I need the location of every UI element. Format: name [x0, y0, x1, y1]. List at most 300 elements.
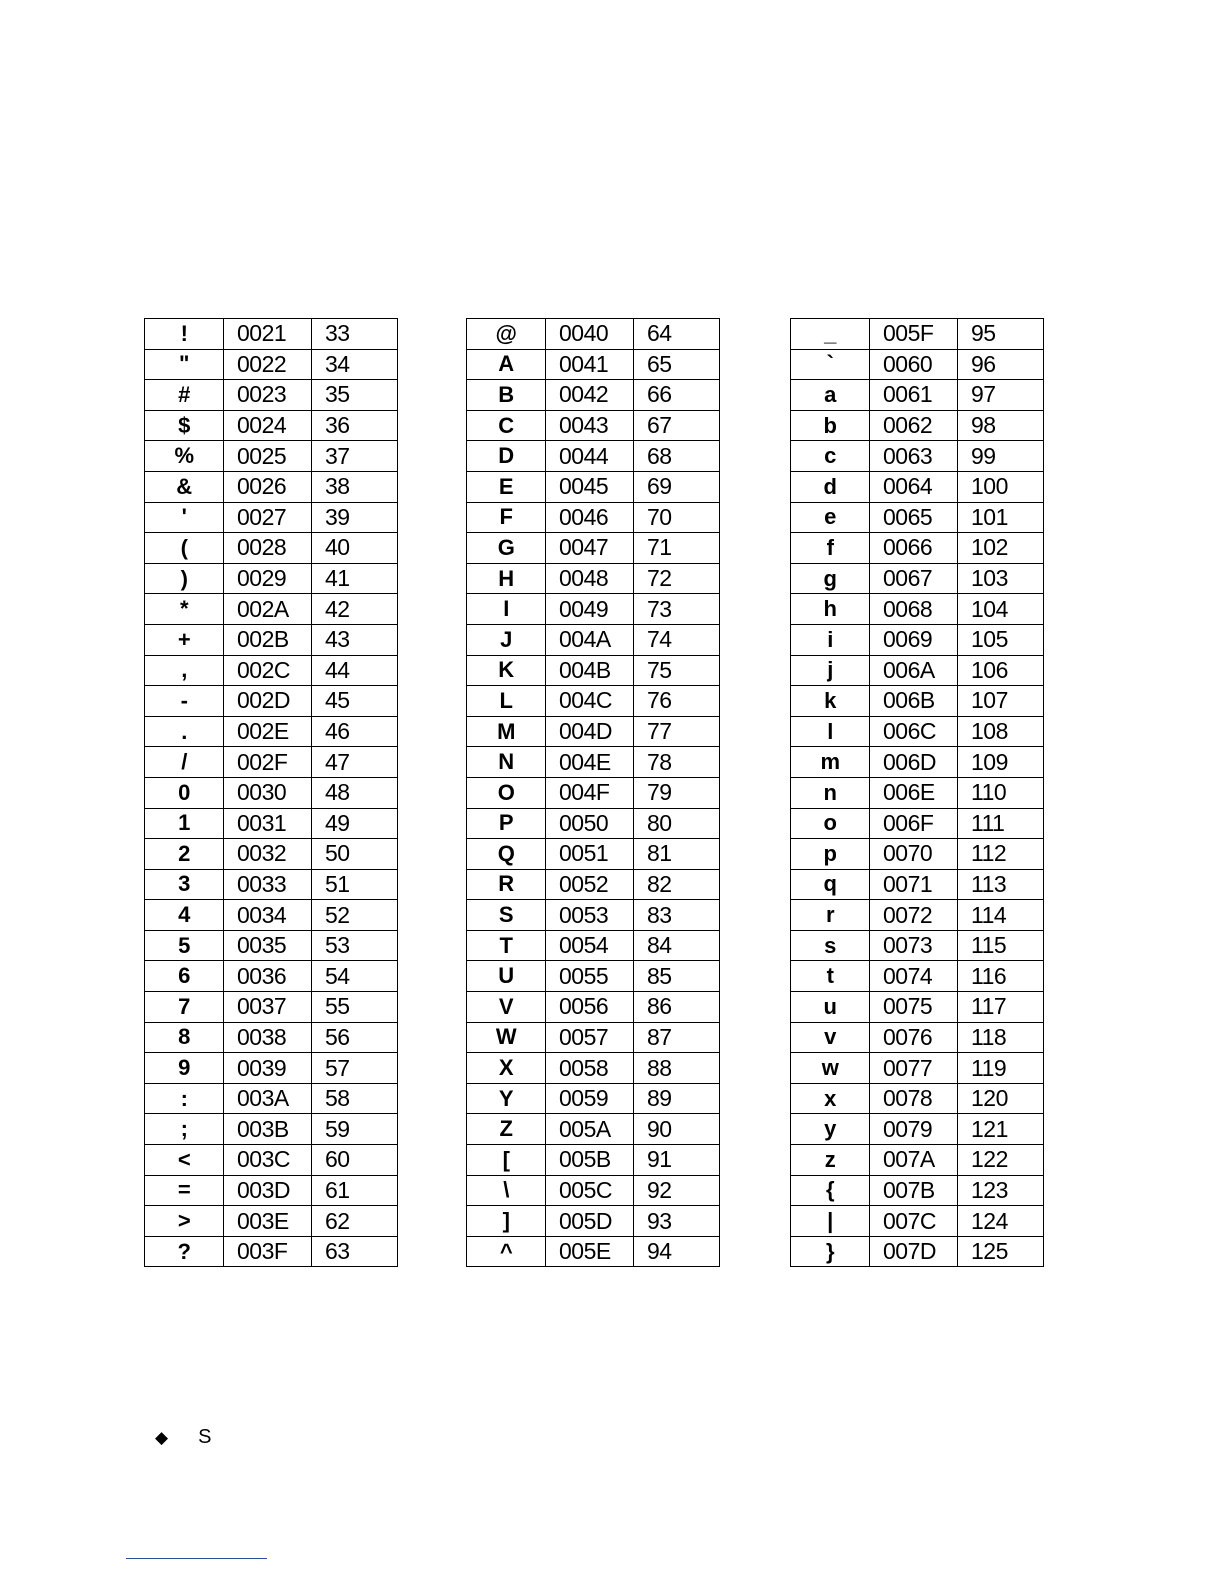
character-cell: ] — [467, 1206, 546, 1237]
decimal-code-cell: 112 — [958, 839, 1044, 870]
decimal-code-cell: 108 — [958, 716, 1044, 747]
decimal-code-cell: 116 — [958, 961, 1044, 992]
table-row — [791, 1206, 1044, 1237]
table-row — [467, 502, 720, 533]
hex-code-cell: 0047 — [546, 533, 634, 564]
hex-code-cell: 005A — [546, 1114, 634, 1145]
character-cell: | — [791, 1206, 870, 1237]
decimal-code-cell: 106 — [958, 655, 1044, 686]
hex-code-cell: 0064 — [870, 471, 958, 502]
hex-code-cell: 0027 — [224, 502, 312, 533]
hex-code-cell: 0053 — [546, 900, 634, 931]
decimal-code-cell: 105 — [958, 624, 1044, 655]
character-cell: J — [467, 624, 546, 655]
table-row — [467, 839, 720, 870]
decimal-code-cell: 84 — [634, 930, 720, 961]
decimal-code-cell: 100 — [958, 471, 1044, 502]
decimal-code-cell: 110 — [958, 777, 1044, 808]
character-cell: : — [145, 1083, 224, 1114]
character-cell: I — [467, 594, 546, 625]
footnote-separator — [126, 1558, 267, 1559]
decimal-code-cell: 79 — [634, 777, 720, 808]
table-row — [145, 1145, 398, 1176]
hex-code-cell: 006A — [870, 655, 958, 686]
hex-code-cell: 005E — [546, 1236, 634, 1267]
hex-code-cell: 0043 — [546, 410, 634, 441]
table-row — [467, 594, 720, 625]
table-row — [145, 380, 398, 411]
table-row — [791, 1114, 1044, 1145]
decimal-code-cell: 57 — [312, 1053, 398, 1084]
hex-code-cell: 002A — [224, 594, 312, 625]
decimal-code-cell: 76 — [634, 686, 720, 717]
decimal-code-cell: 69 — [634, 471, 720, 502]
table-row — [467, 1206, 720, 1237]
character-cell: c — [791, 441, 870, 472]
table-row — [791, 716, 1044, 747]
character-cell: [ — [467, 1145, 546, 1176]
hex-code-cell: 003B — [224, 1114, 312, 1145]
character-cell: z — [791, 1145, 870, 1176]
character-cell: ` — [791, 349, 870, 380]
character-cell: W — [467, 1022, 546, 1053]
hex-code-cell: 002E — [224, 716, 312, 747]
table-row — [145, 319, 398, 350]
hex-code-cell: 0065 — [870, 502, 958, 533]
table-row — [791, 533, 1044, 564]
hex-code-cell: 006E — [870, 777, 958, 808]
decimal-code-cell: 103 — [958, 563, 1044, 594]
character-cell: } — [791, 1236, 870, 1267]
table-row — [467, 716, 720, 747]
hex-code-cell: 002D — [224, 686, 312, 717]
hex-code-cell: 0066 — [870, 533, 958, 564]
table-row — [145, 900, 398, 931]
hex-code-cell: 0040 — [546, 319, 634, 350]
decimal-code-cell: 51 — [312, 869, 398, 900]
char-code-table-1 — [144, 318, 398, 1267]
table-row — [791, 624, 1044, 655]
character-cell: q — [791, 869, 870, 900]
character-cell: t — [791, 961, 870, 992]
hex-code-cell: 007D — [870, 1236, 958, 1267]
decimal-code-cell: 102 — [958, 533, 1044, 564]
decimal-code-cell: 35 — [312, 380, 398, 411]
table-row — [145, 808, 398, 839]
character-cell: K — [467, 655, 546, 686]
character-cell: m — [791, 747, 870, 778]
hex-code-cell: 0050 — [546, 808, 634, 839]
decimal-code-cell: 34 — [312, 349, 398, 380]
character-cell: N — [467, 747, 546, 778]
character-cell: l — [791, 716, 870, 747]
hex-code-cell: 0059 — [546, 1083, 634, 1114]
decimal-code-cell: 82 — [634, 869, 720, 900]
decimal-code-cell: 42 — [312, 594, 398, 625]
hex-code-cell: 005F — [870, 319, 958, 350]
decimal-code-cell: 117 — [958, 992, 1044, 1023]
decimal-code-cell: 114 — [958, 900, 1044, 931]
character-cell: ( — [145, 533, 224, 564]
character-cell: b — [791, 410, 870, 441]
hex-code-cell: 0038 — [224, 1022, 312, 1053]
table-row — [791, 349, 1044, 380]
decimal-code-cell: 67 — [634, 410, 720, 441]
decimal-code-cell: 73 — [634, 594, 720, 625]
table-row — [467, 1022, 720, 1053]
hex-code-cell: 0022 — [224, 349, 312, 380]
character-cell: h — [791, 594, 870, 625]
hex-code-cell: 003D — [224, 1175, 312, 1206]
character-cell: i — [791, 624, 870, 655]
hex-code-cell: 0048 — [546, 563, 634, 594]
table-row — [145, 1053, 398, 1084]
hex-code-cell: 0056 — [546, 992, 634, 1023]
table-row — [145, 716, 398, 747]
decimal-code-cell: 68 — [634, 441, 720, 472]
hex-code-cell: 0034 — [224, 900, 312, 931]
character-cell: , — [145, 655, 224, 686]
decimal-code-cell: 58 — [312, 1083, 398, 1114]
decimal-code-cell: 77 — [634, 716, 720, 747]
decimal-code-cell: 55 — [312, 992, 398, 1023]
hex-code-cell: 0045 — [546, 471, 634, 502]
table-row — [467, 747, 720, 778]
hex-code-cell: 004A — [546, 624, 634, 655]
table-row — [467, 441, 720, 472]
decimal-code-cell: 40 — [312, 533, 398, 564]
character-cell: ; — [145, 1114, 224, 1145]
table-row — [145, 930, 398, 961]
hex-code-cell: 006D — [870, 747, 958, 778]
hex-code-cell: 007A — [870, 1145, 958, 1176]
hex-code-cell: 0026 — [224, 471, 312, 502]
character-cell: w — [791, 1053, 870, 1084]
decimal-code-cell: 115 — [958, 930, 1044, 961]
character-cell: / — [145, 747, 224, 778]
decimal-code-cell: 119 — [958, 1053, 1044, 1084]
decimal-code-cell: 45 — [312, 686, 398, 717]
decimal-code-cell: 61 — [312, 1175, 398, 1206]
character-cell: ) — [145, 563, 224, 594]
hex-code-cell: 0067 — [870, 563, 958, 594]
decimal-code-cell: 53 — [312, 930, 398, 961]
character-cell: Q — [467, 839, 546, 870]
hex-code-cell: 0061 — [870, 380, 958, 411]
decimal-code-cell: 125 — [958, 1236, 1044, 1267]
hex-code-cell: 0076 — [870, 1022, 958, 1053]
character-cell: 4 — [145, 900, 224, 931]
character-cell: k — [791, 686, 870, 717]
hex-code-cell: 0071 — [870, 869, 958, 900]
character-cell: 2 — [145, 839, 224, 870]
decimal-code-cell: 46 — [312, 716, 398, 747]
decimal-code-cell: 56 — [312, 1022, 398, 1053]
decimal-code-cell: 86 — [634, 992, 720, 1023]
hex-code-cell: 0046 — [546, 502, 634, 533]
character-cell: - — [145, 686, 224, 717]
character-cell: u — [791, 992, 870, 1023]
table-row — [791, 777, 1044, 808]
hex-code-cell: 0031 — [224, 808, 312, 839]
table-row — [791, 930, 1044, 961]
character-cell: 5 — [145, 930, 224, 961]
character-cell: n — [791, 777, 870, 808]
hex-code-cell: 0025 — [224, 441, 312, 472]
character-cell: " — [145, 349, 224, 380]
table-row — [145, 502, 398, 533]
decimal-code-cell: 124 — [958, 1206, 1044, 1237]
table-row — [467, 686, 720, 717]
decimal-code-cell: 85 — [634, 961, 720, 992]
character-cell: @ — [467, 319, 546, 350]
table-row — [145, 594, 398, 625]
table-row — [145, 1022, 398, 1053]
decimal-code-cell: 74 — [634, 624, 720, 655]
decimal-code-cell: 91 — [634, 1145, 720, 1176]
table-row — [467, 869, 720, 900]
decimal-code-cell: 104 — [958, 594, 1044, 625]
decimal-code-cell: 118 — [958, 1022, 1044, 1053]
hex-code-cell: 0060 — [870, 349, 958, 380]
decimal-code-cell: 83 — [634, 900, 720, 931]
decimal-code-cell: 62 — [312, 1206, 398, 1237]
hex-code-cell: 005B — [546, 1145, 634, 1176]
table-row — [145, 533, 398, 564]
table-row — [145, 686, 398, 717]
decimal-code-cell: 78 — [634, 747, 720, 778]
character-cell: U — [467, 961, 546, 992]
hex-code-cell: 0079 — [870, 1114, 958, 1145]
table-row — [791, 900, 1044, 931]
table-row — [791, 410, 1044, 441]
character-cell: H — [467, 563, 546, 594]
character-cell: + — [145, 624, 224, 655]
table-row — [467, 961, 720, 992]
decimal-code-cell: 41 — [312, 563, 398, 594]
table-row — [145, 441, 398, 472]
table-row — [467, 563, 720, 594]
decimal-code-cell: 71 — [634, 533, 720, 564]
table-row — [791, 471, 1044, 502]
decimal-code-cell: 89 — [634, 1083, 720, 1114]
character-cell: ! — [145, 319, 224, 350]
hex-code-cell: 007B — [870, 1175, 958, 1206]
table-row — [145, 563, 398, 594]
table-row — [467, 900, 720, 931]
table-row — [791, 839, 1044, 870]
table-row — [467, 1083, 720, 1114]
decimal-code-cell: 33 — [312, 319, 398, 350]
character-cell: 3 — [145, 869, 224, 900]
table-row — [467, 380, 720, 411]
table-row — [145, 471, 398, 502]
character-cell: 9 — [145, 1053, 224, 1084]
table-row — [791, 655, 1044, 686]
hex-code-cell: 0023 — [224, 380, 312, 411]
table-row — [467, 808, 720, 839]
decimal-code-cell: 113 — [958, 869, 1044, 900]
table-row — [791, 380, 1044, 411]
table-row — [791, 1175, 1044, 1206]
hex-code-cell: 0072 — [870, 900, 958, 931]
character-cell: D — [467, 441, 546, 472]
table-row — [145, 777, 398, 808]
character-cell: a — [791, 380, 870, 411]
character-cell: j — [791, 655, 870, 686]
table-row — [791, 1145, 1044, 1176]
character-cell: * — [145, 594, 224, 625]
character-cell: 7 — [145, 992, 224, 1023]
decimal-code-cell: 48 — [312, 777, 398, 808]
decimal-code-cell: 47 — [312, 747, 398, 778]
hex-code-cell: 006F — [870, 808, 958, 839]
character-cell: d — [791, 471, 870, 502]
table-row — [145, 961, 398, 992]
character-cell: v — [791, 1022, 870, 1053]
hex-code-cell: 003F — [224, 1236, 312, 1267]
table-row — [791, 686, 1044, 717]
table-row — [145, 410, 398, 441]
decimal-code-cell: 54 — [312, 961, 398, 992]
character-cell: X — [467, 1053, 546, 1084]
table-row — [145, 1236, 398, 1267]
decimal-code-cell: 92 — [634, 1175, 720, 1206]
character-cell: M — [467, 716, 546, 747]
character-cell: L — [467, 686, 546, 717]
diamond-bullet-icon: ◆ — [155, 1427, 169, 1447]
table-row — [145, 655, 398, 686]
hex-code-cell: 0028 — [224, 533, 312, 564]
table-row — [467, 1053, 720, 1084]
decimal-code-cell: 38 — [312, 471, 398, 502]
character-cell: o — [791, 808, 870, 839]
decimal-code-cell: 121 — [958, 1114, 1044, 1145]
character-cell: # — [145, 380, 224, 411]
character-cell: T — [467, 930, 546, 961]
decimal-code-cell: 81 — [634, 839, 720, 870]
char-code-table-2 — [466, 318, 720, 1267]
hex-code-cell: 0074 — [870, 961, 958, 992]
decimal-code-cell: 70 — [634, 502, 720, 533]
hex-code-cell: 0021 — [224, 319, 312, 350]
hex-code-cell: 006C — [870, 716, 958, 747]
decimal-code-cell: 99 — [958, 441, 1044, 472]
decimal-code-cell: 107 — [958, 686, 1044, 717]
character-cell: p — [791, 839, 870, 870]
character-cell: ' — [145, 502, 224, 533]
character-cell: V — [467, 992, 546, 1023]
hex-code-cell: 0051 — [546, 839, 634, 870]
decimal-code-cell: 59 — [312, 1114, 398, 1145]
bullet-text: S — [198, 1426, 212, 1448]
table-row — [791, 1053, 1044, 1084]
hex-code-cell: 002B — [224, 624, 312, 655]
hex-code-cell: 0024 — [224, 410, 312, 441]
decimal-code-cell: 52 — [312, 900, 398, 931]
decimal-code-cell: 98 — [958, 410, 1044, 441]
hex-code-cell: 0070 — [870, 839, 958, 870]
character-cell: y — [791, 1114, 870, 1145]
table-row — [791, 992, 1044, 1023]
decimal-code-cell: 65 — [634, 349, 720, 380]
table-row — [791, 808, 1044, 839]
hex-code-cell: 0036 — [224, 961, 312, 992]
character-cell: Z — [467, 1114, 546, 1145]
character-cell: A — [467, 349, 546, 380]
table-row — [145, 869, 398, 900]
hex-code-cell: 0035 — [224, 930, 312, 961]
character-cell: \ — [467, 1175, 546, 1206]
character-cell: Y — [467, 1083, 546, 1114]
table-row — [791, 502, 1044, 533]
hex-code-cell: 0063 — [870, 441, 958, 472]
table-row — [467, 930, 720, 961]
hex-code-cell: 004B — [546, 655, 634, 686]
hex-code-cell: 0055 — [546, 961, 634, 992]
hex-code-cell: 0049 — [546, 594, 634, 625]
hex-code-cell: 0078 — [870, 1083, 958, 1114]
table-row — [791, 594, 1044, 625]
character-cell: E — [467, 471, 546, 502]
table-row — [467, 1145, 720, 1176]
table-row — [467, 777, 720, 808]
hex-code-cell: 004D — [546, 716, 634, 747]
hex-code-cell: 0041 — [546, 349, 634, 380]
character-cell: B — [467, 380, 546, 411]
character-cell: 8 — [145, 1022, 224, 1053]
table-row — [791, 1083, 1044, 1114]
table-row — [145, 1083, 398, 1114]
table-row — [145, 1206, 398, 1237]
character-cell: P — [467, 808, 546, 839]
table-row — [467, 1236, 720, 1267]
decimal-code-cell: 88 — [634, 1053, 720, 1084]
character-cell: 0 — [145, 777, 224, 808]
table-row — [791, 869, 1044, 900]
char-code-table-3 — [790, 318, 1044, 1267]
character-cell: f — [791, 533, 870, 564]
table-row — [467, 1114, 720, 1145]
hex-code-cell: 0068 — [870, 594, 958, 625]
hex-code-cell: 0029 — [224, 563, 312, 594]
character-cell: { — [791, 1175, 870, 1206]
table-row — [467, 533, 720, 564]
hex-code-cell: 0042 — [546, 380, 634, 411]
hex-code-cell: 0073 — [870, 930, 958, 961]
character-cell: r — [791, 900, 870, 931]
hex-code-cell: 002F — [224, 747, 312, 778]
hex-code-cell: 0062 — [870, 410, 958, 441]
character-cell: 1 — [145, 808, 224, 839]
decimal-code-cell: 97 — [958, 380, 1044, 411]
table-row — [467, 349, 720, 380]
hex-code-cell: 006B — [870, 686, 958, 717]
hex-code-cell: 0030 — [224, 777, 312, 808]
table-row — [145, 624, 398, 655]
table-row — [791, 1236, 1044, 1267]
table-row — [791, 563, 1044, 594]
decimal-code-cell: 109 — [958, 747, 1044, 778]
hex-code-cell: 0039 — [224, 1053, 312, 1084]
hex-code-cell: 0037 — [224, 992, 312, 1023]
hex-code-cell: 0052 — [546, 869, 634, 900]
table-row — [145, 349, 398, 380]
hex-code-cell: 0058 — [546, 1053, 634, 1084]
character-cell: $ — [145, 410, 224, 441]
decimal-code-cell: 43 — [312, 624, 398, 655]
decimal-code-cell: 60 — [312, 1145, 398, 1176]
